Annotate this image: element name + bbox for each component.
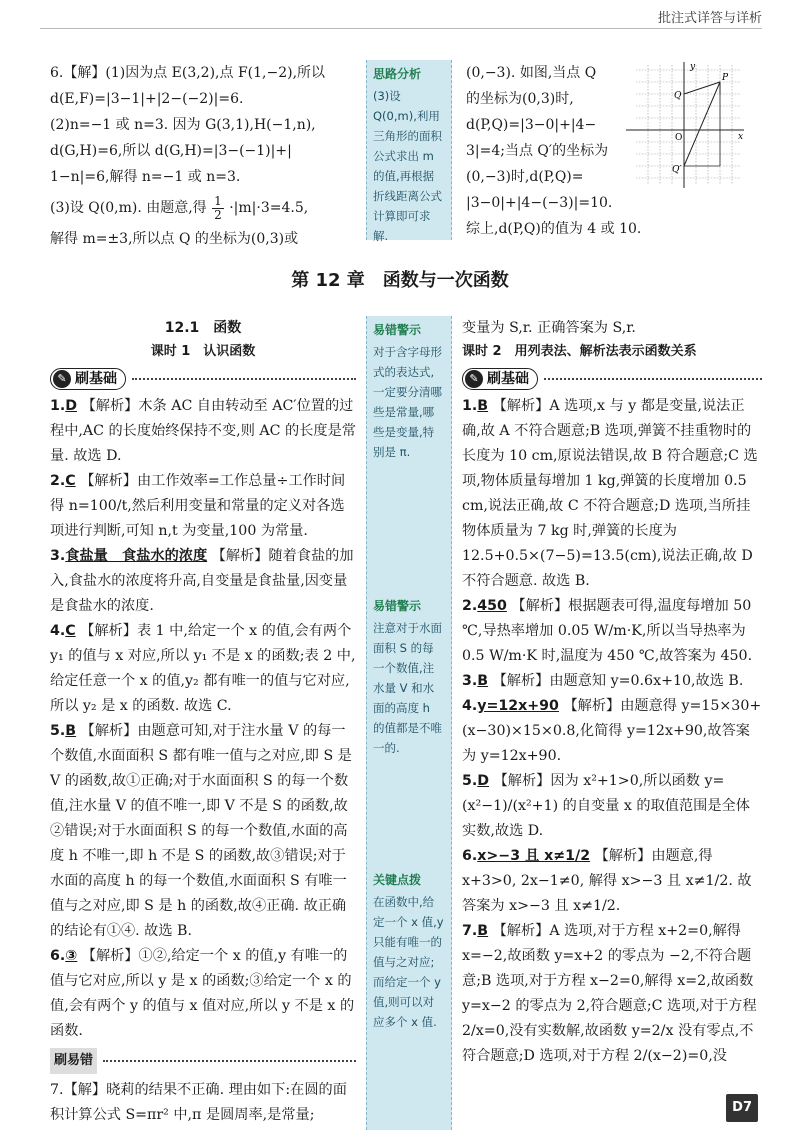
fraction: [212, 195, 224, 222]
side-note: [373, 320, 445, 462]
text-line: 综上,d(P,Q)的值为 4 或 10.: [466, 221, 642, 237]
answer: D: [477, 773, 490, 789]
list-item: [50, 394, 356, 469]
badge-basics: [462, 368, 538, 390]
pen-icon: ✎: [465, 370, 483, 388]
chapter-title: 第 12 章 函数与一次函数: [291, 270, 509, 291]
side-note-text: 在函数中,给定一个 x 值,y 只能有唯一的值与之对应;而给定一个 y 值,则可以对应多个 x 值.: [373, 895, 444, 1029]
explanation: 【解析】随着食盐的加入,食盐水的浓度将升高,自变量是食盐量,因变量是食盐水的浓度.: [50, 548, 354, 614]
point-p-label: P: [722, 73, 729, 83]
explanation: 【解析】由工作效率=工作总量÷工作时间得 n=100/t,然后利用变量和常量的定义对各选项进行判断,可知 n,t 为变量,100 为常量.: [50, 473, 346, 539]
dotted-rule: [544, 378, 762, 380]
list-item: [462, 769, 762, 844]
text-line: 解得 m=±3,所以点 Q 的坐标为(0,3)或: [50, 231, 299, 247]
list-item: [462, 594, 762, 669]
question-number: 7.: [462, 923, 478, 939]
side-note: [373, 870, 445, 1032]
question-number: 5.: [462, 773, 478, 789]
explanation: 【解析】根据题表可得,温度每增加 50 ℃,导热率增加 0.05 W/m·K,所以当导热率为 0.5 W/m·K 时,温度为 450 ℃,故答案为 450.: [462, 598, 753, 664]
question-number: 2.: [50, 473, 66, 489]
explanation: 【解析】由题意知 y=0.6x+10,故选 B.: [492, 673, 744, 689]
pen-icon: ✎: [53, 370, 71, 388]
list-item: [50, 544, 356, 619]
explanation: 【解析】A 选项,x 与 y 都是变量,说法正确,故 A 不符合题意;B 选项,弹簧不挂重物时的长度为 10 cm,原说法错误,故 B 符合题意;C 选项,物体质量每增加 1 kg,弹簧的长度增加 0.5 cm,说法正确,故 C 不符合题意;D 选项,当所挂物体质量为 7 kg 时,弹簧的长度为 12.5+0.5×(7−5)=13.5(cm),说法正确,故 D 不符合题意. 故选 B.: [462, 398, 758, 589]
side-note-title: 思路分析: [373, 67, 422, 81]
list-item: [462, 669, 762, 694]
point-q2-label: Q′: [672, 165, 682, 175]
side-note-title: 易错警示: [373, 599, 422, 613]
top-left-block: [50, 60, 360, 252]
badge-mistakes: 刷易错: [50, 1048, 97, 1074]
list-item: 7.【解】晓莉的结果不正确. 理由如下:在圆的面积计算公式 S=πr² 中,π 是圆周率,是常量;: [50, 1082, 347, 1123]
text-line: d(G,H)=6,所以 d(G,H)=|3−(−1)|+|: [50, 143, 292, 159]
text-line: 1−n|=6,解得 n=−1 或 n=3.: [50, 169, 241, 185]
text-span: ·|m|·3=4.5,: [229, 200, 309, 216]
explanation: 【解析】由题意可知,对于注水量 V 的每一个数值,水面面积 S 都有唯一值与之对应,即 S 是 V 的函数,故①正确;对于水面面积 S 的每一个数值,注水量 V 的值不唯一,即 V 不是 S 的函数,故②错误;对于水面面积 S 的每一个数值,水面的高度 h 不唯一,即 h 不是 S 的函数,故③错误;对于水面的高度 h 的每一个数值,水面面积 S 有唯一值与之对应,即 S 是 h 的函数,故④正确. 故正确的结论有①④. 故选 B.: [50, 723, 352, 939]
question-number: 4.: [462, 698, 478, 714]
list-item: [50, 469, 356, 544]
side-note-text: 对于含字母形式的表达式,一定要分清哪些是常量,哪些是变量,特别是 π.: [373, 345, 442, 459]
answer: 450: [477, 598, 507, 614]
answer: B: [477, 673, 489, 689]
coordinate-graph: [626, 60, 746, 190]
question-number: 2.: [462, 598, 478, 614]
text-line: (2)n=−1 或 n=3. 因为 G(3,1),H(−1,n),: [50, 117, 316, 133]
text-line: 的坐标为(0,3)时,: [466, 91, 574, 107]
question-number: 3.: [462, 673, 478, 689]
question-number: 6.: [462, 848, 478, 864]
axis-y-label: y: [690, 62, 696, 72]
explanation: 【解析】木条 AC 自由转动至 AC′位置的过程中,AC 的长度始终保持不变,则 AC 的长度是常量. 故选 D.: [50, 398, 356, 464]
explanation: 【解析】由题意,得 x+3>0, 2x−1≠0, 解得 x>−3 且 x≠1/2. 故答案为 x>−3 且 x≠1/2.: [462, 848, 752, 914]
side-note: [373, 596, 445, 758]
list-item: [462, 394, 762, 594]
text-line: 6.【解】(1)因为点 E(3,2),点 F(1,−2),所以: [50, 65, 326, 81]
list-item: [50, 619, 356, 719]
badge-label: 刷基础: [75, 371, 117, 387]
badge-label: 刷基础: [487, 371, 529, 387]
list-item: [50, 944, 356, 1044]
dotted-rule: [132, 378, 356, 380]
origin-label: O: [675, 133, 683, 143]
answer: y=12x+90: [477, 698, 559, 714]
text-line: d(P,Q)=|3−0|+|4−: [466, 117, 597, 133]
frac-den: 2: [214, 207, 222, 222]
dotted-rule: [103, 1060, 356, 1062]
side-note-title: 关键点拨: [373, 873, 422, 887]
explanation: 【解析】由题意得 y=15×30+(x−30)×15×0.8,化简得 y=12x+90,故答案为 y=12x+90.: [462, 698, 762, 764]
text-span: (3)设 Q(0,m). 由题意,得: [50, 200, 207, 216]
answer: B: [477, 923, 489, 939]
question-number: 6.: [50, 948, 66, 964]
list-item: [462, 694, 762, 769]
text-line: 3|=4;当点 Q′的坐标为: [466, 143, 609, 159]
right-column: [462, 316, 762, 1069]
axis-x-label: x: [738, 132, 744, 142]
side-note-text: (3)设 Q(0,m),利用三角形的面积公式求出 m 的值,再根据折线距离公式计算即可求解.: [373, 89, 442, 243]
header-divider: [40, 28, 762, 29]
answer: x>−3 且 x≠1/2: [477, 848, 591, 864]
question-number: 4.: [50, 623, 66, 639]
side-note-text: 注意对于水面面积 S 的每一个数值,注水量 V 和水面的高度 h 的值都是不唯一的.: [373, 621, 442, 755]
page-number: D7: [726, 1094, 758, 1122]
explanation: 【解析】表 1 中,给定一个 x 的值,会有两个 y₁ 的值与 x 对应,所以 y₁ 不是 x 的函数;表 2 中,给定任意一个 x 的值,y₂ 都有唯一的值与它对应,所以 y₂ 是 x 的函数. 故选 C.: [50, 623, 356, 714]
page-header-title: 批注式详答与详析: [657, 11, 762, 26]
text-line: [50, 190, 360, 226]
text-line: d(E,F)=|3−1|+|2−(−2)|=6.: [50, 91, 244, 107]
question-number: 1.: [462, 398, 478, 414]
section-title: 12.1 函数: [164, 320, 242, 336]
intro-line: 变量为 S,r. 正确答案为 S,r.: [462, 320, 636, 336]
point-q-label: Q: [674, 91, 682, 101]
answer: B: [65, 723, 77, 739]
badge-row: [50, 368, 356, 390]
side-notes-middle: [366, 316, 452, 1130]
explanation: 【解析】A 选项,对于方程 x+2=0,解得 x=−2,故函数 y=x+2 的零点为 −2,不符合题意;B 选项,对于方程 x−2=0,解得 x=2,故函数 y=x−2 的零点为 2,符合题意;C 选项,对于方程 2/x=0,没有实数解,故函数 y=2/x 没有零点,不符合题意;D 选项,对于方程 2/(x−2)=0,没: [462, 923, 757, 1064]
question-number: 1.: [50, 398, 66, 414]
answer: 食盐量 食盐水的浓度: [65, 548, 208, 564]
left-column: [50, 316, 356, 1128]
side-note-thinking: [366, 60, 452, 243]
answer: D: [65, 398, 78, 414]
answer: B: [477, 398, 489, 414]
text-line: (0,−3)时,d(P,Q)=: [466, 169, 584, 185]
answer: ③: [65, 948, 78, 964]
answer: C: [65, 473, 76, 489]
lesson-title: 课时 2 用列表法、解析法表示函数关系: [462, 344, 697, 359]
badge-row: [462, 368, 762, 390]
text-line: |3−0|+|4−(−3)|=10.: [466, 195, 613, 211]
badge-basics: [50, 368, 126, 390]
list-item: [50, 719, 356, 944]
side-note-title: 易错警示: [373, 323, 422, 337]
explanation: 【解析】①②,给定一个 x 的值,y 有唯一的值与它对应,所以 y 是 x 的函数;③给定一个 x 的值,会有两个 y 的值与 x 值对应,所以 y 不是 x 的函数.: [50, 948, 355, 1039]
badge-row: [50, 1048, 356, 1074]
lesson-title: 课时 1 认识函数: [150, 344, 256, 359]
list-item: [462, 919, 762, 1069]
frac-num: 1: [214, 193, 222, 208]
text-line: (0,−3). 如图,当点 Q: [466, 65, 597, 81]
question-number: 3.: [50, 548, 66, 564]
answer: C: [65, 623, 76, 639]
question-number: 5.: [50, 723, 66, 739]
explanation: 【解析】因为 x²+1>0,所以函数 y=(x²−1)/(x²+1) 的自变量 x 的取值范围是全体实数,故选 D.: [462, 773, 750, 839]
list-item: [462, 844, 762, 919]
